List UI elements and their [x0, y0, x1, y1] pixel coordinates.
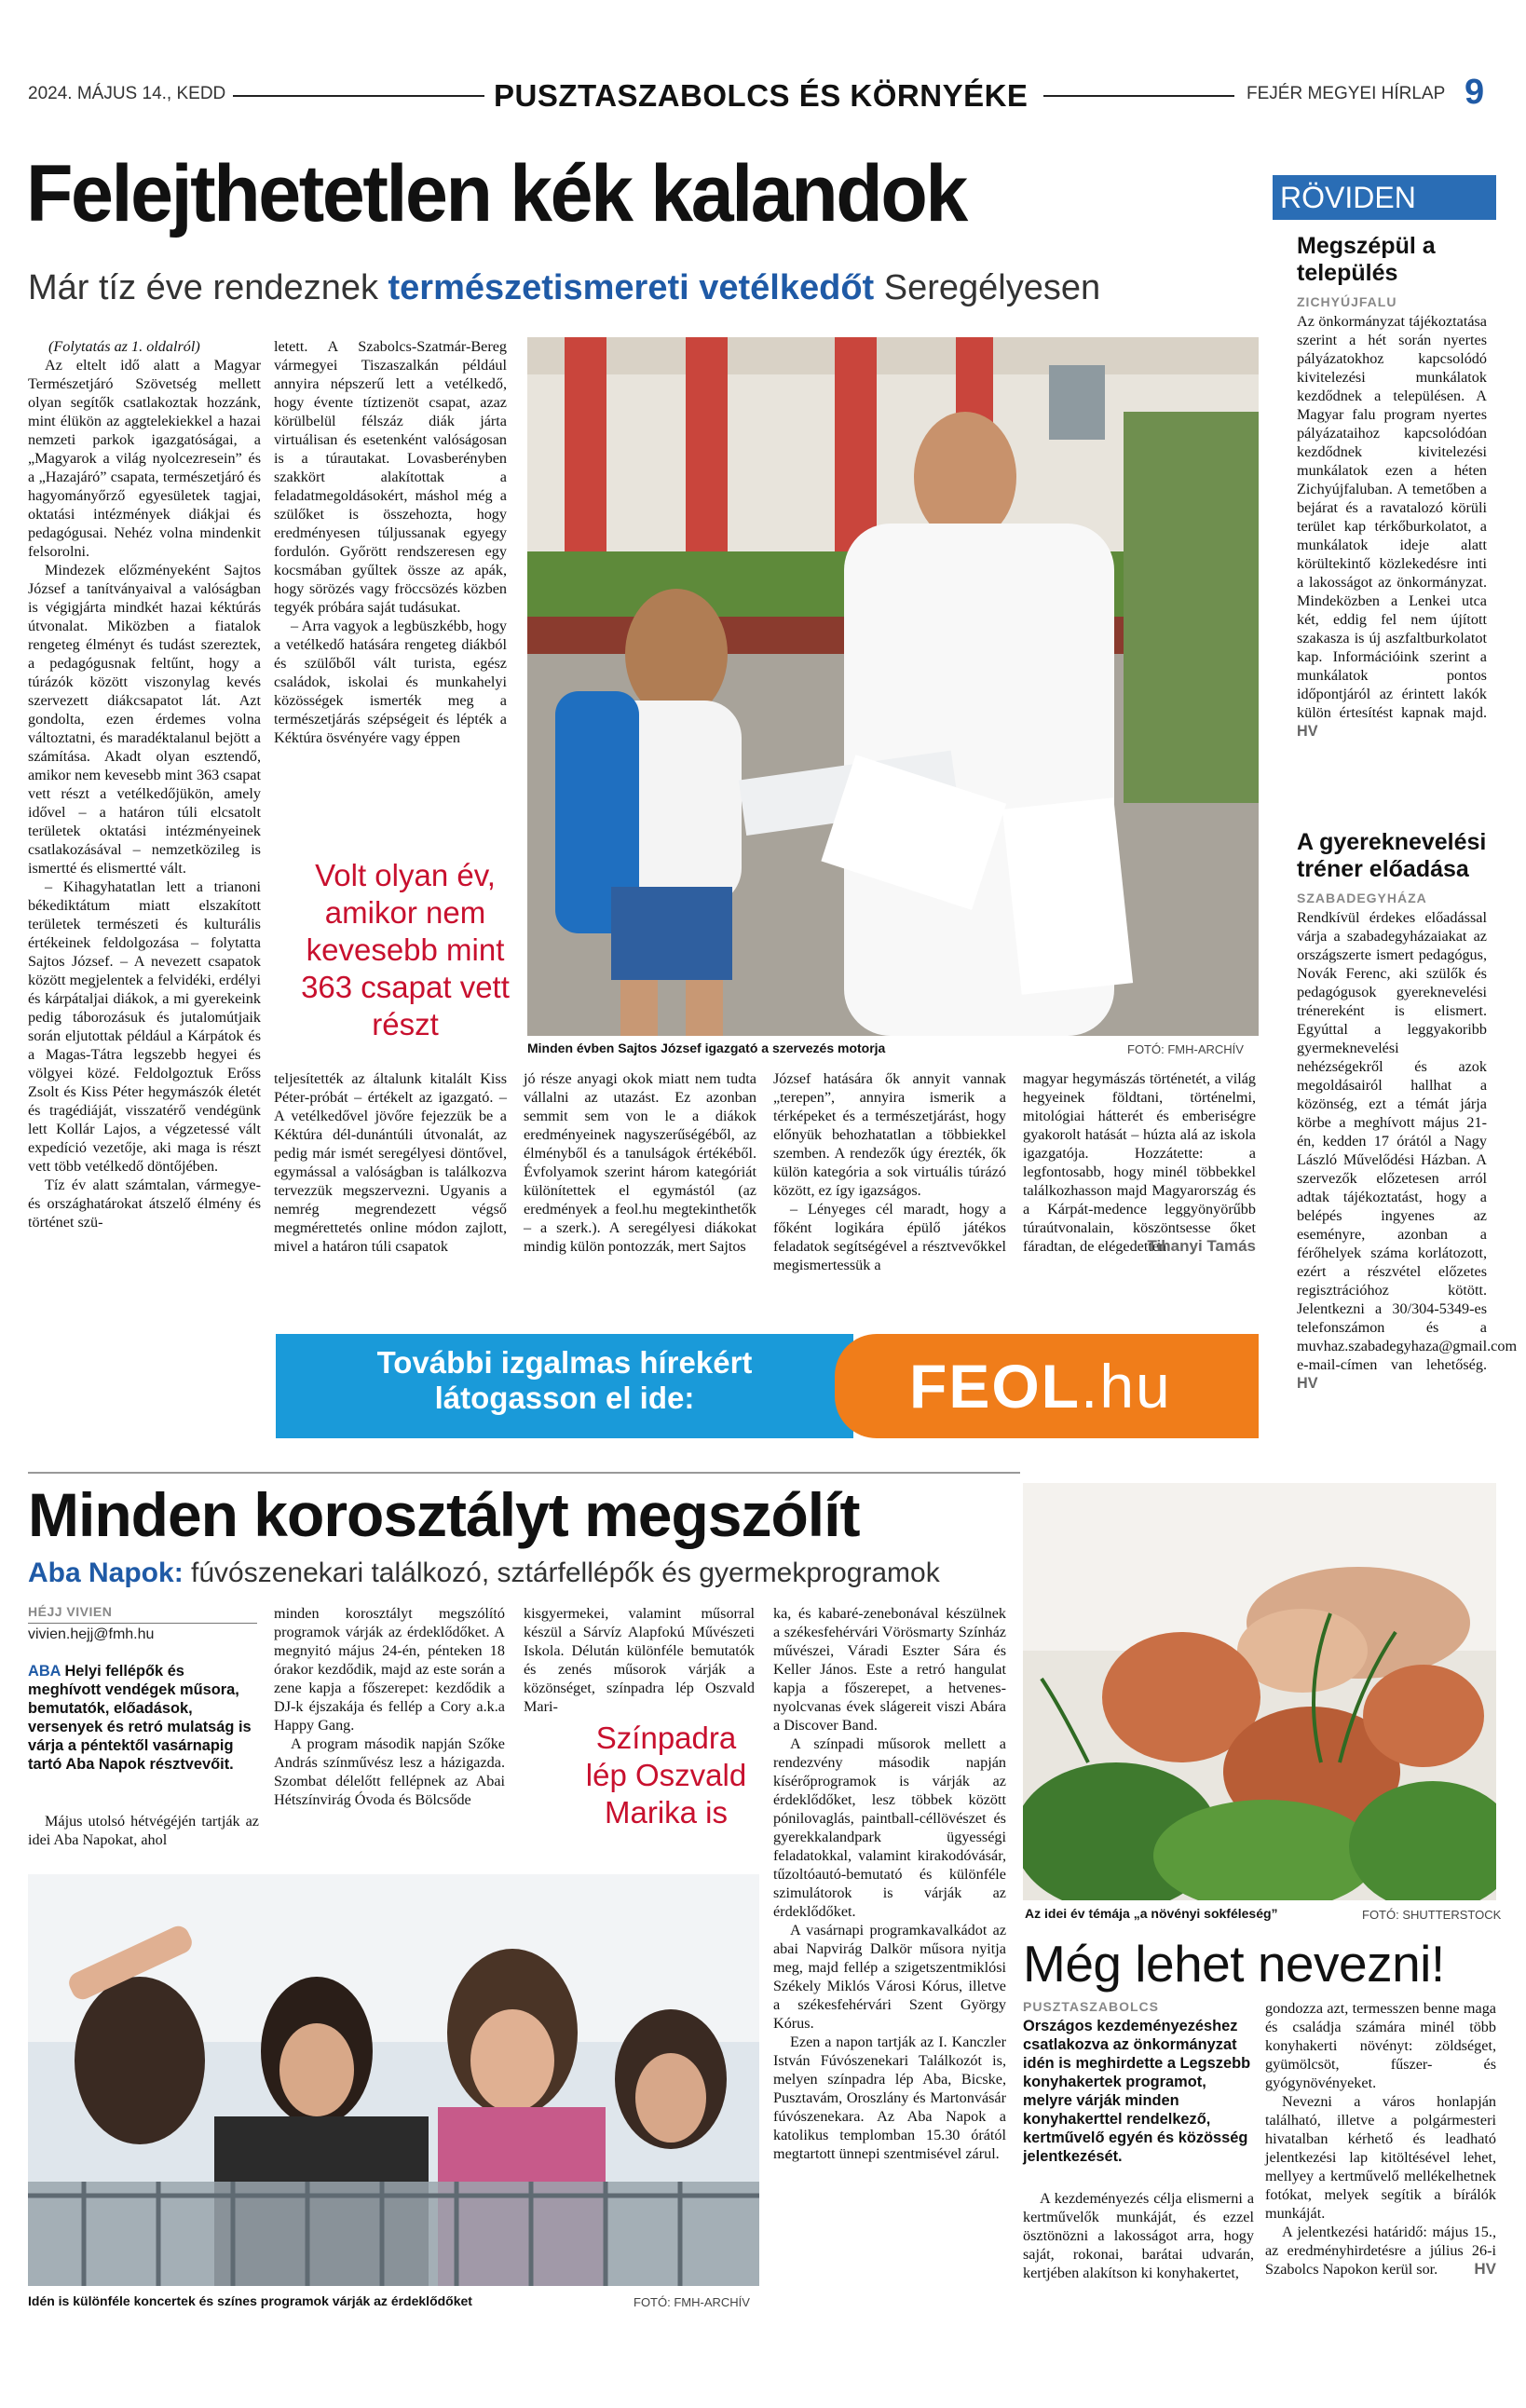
- article1-photo: [527, 337, 1259, 1036]
- article2-photo-credit: FOTÓ: FMH-ARCHÍV: [634, 2295, 750, 2309]
- photo-concert-crowd: [28, 1874, 759, 2286]
- sidebar-heading: RÖVIDEN: [1273, 175, 1496, 220]
- section-divider: [28, 1472, 1020, 1474]
- paragraph: A színpadi műsorok mellett a rendezvény második napján kísérőprogramok is várják az érdeklődőket, lesz többek között pónilovaglás, paintball-céllövészet és gyerekkalandpark ügyességi feladatokkal, valamint kirakodóvásár, tűzoltóautó-bemutató és különféle szimulátorok is várják az érdeklődőket.: [773, 1735, 1006, 1920]
- paragraph: – Arra vagyok a legbüszkébb, hogy a vetélkedő hatására rengeteg diákból és szülőből vált turista, egész családok, iskolai és munkahelyi közösségek ismerték meg a természetjárás szépségeit és lépték a Kéktúra ösvényére vagy éppen: [274, 618, 507, 746]
- subtitle-rest: fúvószenekari találkozó, sztárfellépők és gyermekprogramok: [183, 1558, 940, 1588]
- article2-column-2: [274, 1604, 505, 1809]
- article1-column-4: [773, 1069, 1006, 1274]
- article3-column-2: [1265, 1999, 1496, 2279]
- subtitle-post: Seregélyesen: [874, 268, 1101, 307]
- photo-plants: [1023, 1483, 1496, 1900]
- paragraph: A kezdeményezés célja elismerni a kertművelők munkáját, és ezzel ösztönözni a lakosságot arra, hogy saját, rokonai, barátai udvarán, kertjében alakítson ki konyhakertet,: [1023, 2190, 1254, 2281]
- paragraph: letett. A Szabolcs-Szatmár-Bereg vármegyei Tiszaszalkán például annyira népszerű lett a vetélkedő, hogy évente tíztizenöt csapat, azaz körülbelül félszáz diák járta virtuálisan és esetenként valóságosan is a túrautakat. Lovasberényben szakkört alakítottak a feladatmegoldásokért, máshol még a szülőket is összehozta, hogy eredményesen túljussanak egyegy fordulón. Győrött rendszeresen egy kocsmában gyűltek össze az apák, hogy sörözés vagy fröccsözés közben tegyék próbára saját tudásukat.: [274, 338, 507, 616]
- page-date: 2024. MÁJUS 14., KEDD: [28, 84, 226, 103]
- article3-photo-credit: FOTÓ: SHUTTERSTOCK: [1362, 1908, 1502, 1922]
- paragraph: Nevezni a város honlapján található, illetve a polgármesteri hivatalban kérhető és leadható jelentkezési lap kitöltésével lehet, mellyey a kertművelő mellékelhetnek fotókat, melyek segítik a bírálók munkáját.: [1265, 2093, 1496, 2222]
- banner-line-1: További izgalmas hírekért: [376, 1345, 753, 1380]
- paragraph: A vasárnapi programkavalkádot az abai Napvirág Dalkör műsora nyitja meg, majd fellép a szigetszentmiklósi Székely Miklós Városi Kórus, illetve a székesfehérvári Szent György Kórus.: [773, 1922, 1006, 2032]
- article3-column-1: [1023, 2189, 1254, 2282]
- subtitle-pre: Már tíz éve rendeznek: [28, 268, 388, 307]
- paragraph: Mindezek előzményeként Sajtos József a tanítványaival a valóságban is végigjárta mindkét hazai kéktúrás útvonalat. Miközben a fiatalok rengeteg élményt és tudást szereztek, a pedagógusnak feltűnt, hogy a túrázók között viszonylag kevés szervezett diákcsapatot lát. Azt gondolta, ezen érdemes volna változtatni, és maradéktalanul bejött a számítása. Akadt olyan esztendő, amikor nem kevesebb mint 363 csapat vett részt a vetélkedőjükön, amely idővel – a határon túli elcsatolt területek oktatási intézményeinek csatlakozásával – nemzetközileg is ismertté és elismertté vált.: [28, 562, 261, 877]
- article2-subtitle: [28, 1558, 940, 1589]
- header-rule-left: [233, 95, 484, 97]
- paragraph: ka, és kabaré-zenebonával készülnek a székesfehérvári Vörösmarty Színház művészei, Váradi Eszter Sára és Keller János. Este a retró hangulat kapja a főszerepet, a hetvenes-nyolcvanas évek slágereit viszi Abára a Discover Band.: [773, 1605, 1006, 1734]
- paragraph: Az önkormányzat tájékoztatása szerint a hét során nyertes pályázatokhoz kapcsolódó kivitelezési munkálatok kezdődnek a településen. A Magyar falu program nyertes pályázataihoz kapcsolódóan kezdődnek kivitelezési munkálatok ezen a héten Zichyújfaluban. A temetőben a bejárat és a ravatalozó körüli terület kap térkőburkolatot, a munkálatok ideje alatt körültekintő közlekedésre inti a lakosságot az önkormányzat. Mindeközben a Lenkei utca két, eddig fel nem újított szakasza is új aszfaltburkolatot kap. Információink szerint a munkálatok pontos időpontjáról az érintett lakók külön értesítést kapnak majd. HV: [1297, 313, 1487, 740]
- article1-subtitle: [28, 268, 1100, 308]
- paragraph: – Kihagyhatatlan lett a trianoni békediktátum miatt elszakított területek természeti és kulturális értékeinek feldolgozása – folytatta Sajtos József. – A nevezett csapatok között megjelentek a felvidéki, erdélyi és kárpátaljai diákok, a mi gyerekeink pedig táborozásuk és jutalomútjaik során eljutottak például a Kárpátok és a Magas-Tátra legszebb hegyei és völgyei közé. Feldolgoztuk Erőss Zsolt és Kiss Péter hegymászók életét és tragédiáját, visszatérő vendégünk lett Kollár Lajos, a végzetessé vált expedíció vezetője, aki maga is részt vett több vetélkedő döntőjében.: [28, 878, 261, 1175]
- sidebar-item1-sig: HV: [1297, 723, 1318, 740]
- article2-lead-place: ABA: [28, 1663, 61, 1680]
- paragraph: kisgyermekei, valamint műsorral készül a Sárvíz Alapfokú Művészeti Iskola. Délután különféle bemutatók és zenés műsorok várják a közönséget, színpadra lép Oszvald Mari-: [524, 1605, 755, 1715]
- paragraph: Az eltelt idő alatt a Magyar Természetjáró Szövetség mellett olyan segítők csatlakoztak hozzánk, mint élükön az aggtelekiekkel a hazai nemzeti parkok igazgatóságai, a „Magyarok a világ nyolcezresein” és a „Hazajáró” csapata, természetjáró és hagyományőrző egyesületek tagjai, oktatási intézmények diákjai és pedagógusai. Nehéz volna mindenkit felsorolni.: [28, 357, 261, 560]
- article2-title: Minden korosztályt megszólít: [28, 1480, 860, 1549]
- article1-pullquote: Volt olyan év, amikor nem kevesebb mint 363 csapat vett részt: [301, 858, 510, 1041]
- article2-lead-text: Helyi fellépők és meghívott vendégek műsora, bemutatók, előadások, versenyek és retró mulatság is várja a péntektől vasárnapig tartó Aba Napok résztvevőit.: [28, 1663, 252, 1773]
- sidebar-item2-location: SZABADEGYHÁZA: [1297, 891, 1427, 905]
- article2-author: HÉJJ VIVIEN: [28, 1604, 113, 1619]
- paragraph: Ezen a napon tartják az I. Kanczler István Fúvószenekari Találkozót is, melyen színpadra lép Aba, Bicske, Pusztavám, Oroszlány és Martonvásár fúvószenekara. Az Aba Napok a katolikus templomban 15.30 órától megtartott ünnepi szentmisével zárul.: [773, 2034, 1006, 2162]
- article1-column-5: [1023, 1069, 1256, 1256]
- sidebar: [1273, 175, 1518, 1470]
- paragraph: Május utolsó hétvégéjén tartják az idei Aba Napokat, ahol: [28, 1813, 259, 1848]
- article2-pullquote: Színpadra lép Oszvald Marika is: [585, 1721, 747, 1830]
- sidebar-item2-sig: HV: [1297, 1375, 1318, 1392]
- article2-column-1: [28, 1812, 259, 1849]
- section-title: PUSZTASZABOLCS ÉS KÖRNYÉKE: [494, 78, 1029, 113]
- subtitle-highlight: Aba Napok:: [28, 1558, 184, 1588]
- paragraph: A program második napján Szőke András színművész lesz a házigazda. Szombat délelőtt fellépnek az Abai Hétszínvirág Óvoda és Bölcsőde: [274, 1735, 505, 1808]
- paragraph: jó része anyagi okok miatt nem tudta vállalni az utazást. Ez azonban semmit sem von le a diákok eredményeinek nagyszerűségéből, az élményből és a tanulságok értékéből. Évfolyamok szerint három kategóriát különítettek el egymástól (az eredmények a feol.hu megtekinthetők – a szerk.). A seregélyesi diákokat mindig külön pontozzák, mert Sajtos: [524, 1070, 756, 1255]
- article1-column-3: [524, 1069, 756, 1256]
- paragraph: Rendkívül érdekes előadással várja a szabadegyházaiakat az országszerte ismert pedagógus, Novák Ferenc, aki szülők és pedagógusok gyereknevelési trénereként is elismert. Egyúttal a leggyakoribb gyermeknevelési nehézségekről és azok megoldásairól hallhat a közönség, ezt a témát járja körbe a meghívott május 21-én, kedden 17 órától a Nagy László Művelődési Házban. A szervezők előzetesen arról adtak tájékoztatást, hogy a belépés ingyenes az eseményre, azonban a férőhelyek száma korlátozott, ezért a részvétel előzetes regisztrációhoz kötött. Jelentkezni a 30/304-5349-es telefonszámon és a muvhaz.szabadegyhaza@gmail.com e-mail-címen van lehetőség. HV: [1297, 909, 1518, 1392]
- article1-column-1: [28, 337, 261, 1231]
- article1-column-2: [274, 337, 507, 747]
- article2-photo-caption: Idén is különféle koncertek és színes programok várják az érdeklődőket: [28, 2293, 472, 2308]
- article1-title: Felejthetetlen kék kalandok: [26, 149, 966, 238]
- article1-column-2b: [274, 1069, 507, 1256]
- article3-title: Még lehet nevezni!: [1023, 1935, 1445, 1993]
- feol-banner[interactable]: [276, 1334, 1259, 1438]
- author-rule: [28, 1623, 257, 1624]
- page-number: 9: [1465, 73, 1485, 112]
- sidebar-item2-text: [1297, 908, 1518, 1393]
- article3-lead: Országos kezdeményezéshez csatlakozva az önkormányzat idén is meghirdette a Legszebb konyhakertek programot, melyre várják minden konyhakerttel rendelkező, kertművelő egyén és közösség jelentkezését.: [1023, 2018, 1251, 2165]
- article3-signature: HV: [1474, 2260, 1496, 2278]
- article2-photo: [28, 1874, 759, 2286]
- sidebar-item2-title: A gyereknevelési tréner előadása: [1297, 829, 1487, 882]
- continuation-note: (Folytatás az 1. oldalról): [48, 338, 200, 355]
- sidebar-item1-location: ZICHYÚJFALU: [1297, 294, 1397, 309]
- article1-photo-caption: Minden évben Sajtos József igazgató a szervezés motorja: [527, 1041, 886, 1055]
- paragraph: gondozza azt, termesszen benne maga és családja számára minél több konyhakerti növényt: zöldséget, gyümölcsöt, fűszer- és gyógynövényeket.: [1265, 2000, 1496, 2091]
- feol-logo-tld: .hu: [1081, 1352, 1172, 1421]
- sidebar-item1-title: Megszépül a település: [1297, 233, 1436, 286]
- subtitle-highlight: természetismereti vetélkedőt: [388, 268, 875, 307]
- feol-logo: [909, 1351, 1172, 1422]
- article3-photo-caption: Az idei év témája „a növényi sokféleség”: [1025, 1906, 1278, 1921]
- article2-lead: [28, 1662, 259, 1774]
- paragraph: minden korosztályt megszólító programok várják az érdeklődőket. A megnyitó május 24-én, pénteken 18 órakor kezdődik, majd az este során a zene kapja a főszerepet: kezdődik a DJ-k éjszakája és fellép a Cory a.k.a Happy Gang.: [274, 1605, 505, 1734]
- banner-line-2: látogasson el ide:: [434, 1381, 695, 1415]
- article2-email[interactable]: vivien.hejj@fmh.hu: [28, 1626, 155, 1642]
- paragraph: magyar hegymászás történetét, a világ hegyeinek földtani, történelmi, mitológiai hátterét és emberiségre gyakorolt hatását – húzta alá az iskola igazgatója. Hozzátette: a legfontosabb, hogy minél többekkel találkozhasson majd Magyarország és a Kárpát-medence leggyönyörűbb túraútvonalain, köszöntsesse őket fáradtan, de elégedetten.: [1023, 1070, 1256, 1255]
- paragraph: teljesítették az általunk kitalált Kiss Péter-próbát – értékelt az igazgató. – A vetélkedővel jövőre fejezzük be a Kéktúra dél-dunántúli útvonalát, az pedig már ismét seregélyesi döntővel, egymással a valóságban is találkozva tervezzük megszervezni. Ugyanis a nemrég megrendezett végső megmérettetés online módon zajlott, mivel a határon túli csapatok: [274, 1070, 507, 1255]
- article1-photo-credit: FOTÓ: FMH-ARCHÍV: [1127, 1042, 1244, 1056]
- header-rule-right: [1043, 95, 1234, 97]
- article3-photo: [1023, 1483, 1496, 1900]
- publication-name: FEJÉR MEGYEI HÍRLAP: [1247, 84, 1446, 103]
- photo-teacher-student: [527, 337, 1259, 1036]
- article2-column-4: [773, 1604, 1006, 2163]
- paragraph: Tíz év alatt számtalan, vármegye- és országhatárokat átszelő élmény és történet szü-: [28, 1177, 261, 1231]
- paragraph: – Lényeges cél maradt, hogy a főként logikára épülő játékos feladatok segítségével a résztvevőkkel megismertessük a: [773, 1201, 1006, 1273]
- banner-blue-panel: [276, 1334, 853, 1438]
- paragraph: József hatására ők annyit vannak „terepen”, annyira ismerik a térképeket és a természetjárást, hogy előnyük behozhatatlan a többiekkel szemben. A rendezők úgy érezték, ők külön kategória a sok virtuális túrázó között, ez így igazságos.: [773, 1070, 1006, 1199]
- article1-signature: Tihanyi Tamás: [1147, 1237, 1256, 1255]
- feol-logo-main: FEOL: [909, 1352, 1081, 1421]
- article2-column-3: [524, 1604, 755, 1716]
- paragraph: A jelentkezési határidő: május 15., az eredményhirdetésre a július 26-i Szabolcs Napokon kerül sor.: [1265, 2224, 1496, 2278]
- article3-location: PUSZTASZABOLCS: [1023, 1999, 1159, 2014]
- sidebar-item1-text: [1297, 312, 1487, 741]
